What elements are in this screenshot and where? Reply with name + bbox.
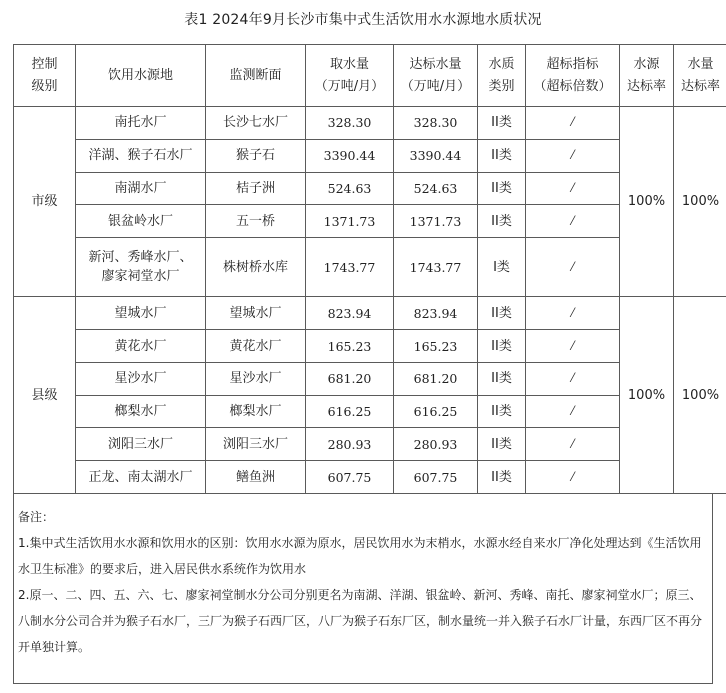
intake-cell: 280.93 xyxy=(306,428,394,461)
table-row xyxy=(14,428,726,461)
source-cell: 银盆岭水厂 xyxy=(76,205,206,238)
source-cell: 南托水厂 xyxy=(76,107,206,140)
standard-cell: 524.63 xyxy=(394,172,478,205)
section-cell: 黄花水厂 xyxy=(206,330,306,363)
exceed-cell: / xyxy=(526,172,620,205)
quality-cell: II类 xyxy=(478,362,526,395)
section-cell: 榔梨水厂 xyxy=(206,395,306,428)
exceed-cell: / xyxy=(526,205,620,238)
header-source-rate: 水源 达标率 xyxy=(620,45,674,107)
notes-heading: 备注： xyxy=(18,510,55,524)
note-item-1: 1.集中式生活饮用水水源和饮用水的区别：饮用水水源为原水，居民饮用水为末梢水，水源水经自来水厂净化处理达到《生活饮用水卫生标准》的要求后，进入居民供水系统作为饮用水 xyxy=(18,536,702,576)
standard-cell: 3390.44 xyxy=(394,139,478,172)
control-level-cell: 县级 xyxy=(14,297,76,494)
section-cell: 浏阳三水厂 xyxy=(206,428,306,461)
standard-cell: 823.94 xyxy=(394,297,478,330)
exceed-cell: / xyxy=(526,139,620,172)
table-row xyxy=(14,107,726,140)
standard-cell: 165.23 xyxy=(394,330,478,363)
volume-rate-cell: 100% xyxy=(674,297,726,494)
exceed-cell: / xyxy=(526,297,620,330)
table-title: 表1 2024年9月长沙市集中式生活饮用水水源地水质状况 xyxy=(184,12,542,28)
source-rate-cell: 100% xyxy=(620,107,674,297)
header-section: 监测断面 xyxy=(206,45,306,107)
source-cell: 南湖水厂 xyxy=(76,172,206,205)
table-body xyxy=(14,107,726,494)
quality-cell: II类 xyxy=(478,395,526,428)
header-exceed: 超标指标 （超标倍数） xyxy=(526,45,620,107)
table-row xyxy=(14,330,726,363)
quality-cell: II类 xyxy=(478,330,526,363)
volume-rate-cell: 100% xyxy=(674,107,726,297)
header-quality: 水质 类别 xyxy=(478,45,526,107)
intake-cell: 1743.77 xyxy=(306,238,394,297)
standard-cell: 1743.77 xyxy=(394,238,478,297)
section-cell: 望城水厂 xyxy=(206,297,306,330)
control-level-cell: 市级 xyxy=(14,107,76,297)
quality-cell: II类 xyxy=(478,139,526,172)
table-row xyxy=(14,461,726,494)
standard-cell: 607.75 xyxy=(394,461,478,494)
section-cell: 桔子洲 xyxy=(206,172,306,205)
intake-cell: 681.20 xyxy=(306,362,394,395)
exceed-cell: / xyxy=(526,107,620,140)
table-row xyxy=(14,395,726,428)
quality-cell: II类 xyxy=(478,172,526,205)
source-cell: 星沙水厂 xyxy=(76,362,206,395)
intake-cell: 1371.73 xyxy=(306,205,394,238)
intake-cell: 3390.44 xyxy=(306,139,394,172)
exceed-cell: / xyxy=(526,461,620,494)
quality-cell: I类 xyxy=(478,238,526,297)
header-standard: 达标水量 （万吨/月） xyxy=(394,45,478,107)
quality-cell: II类 xyxy=(478,297,526,330)
intake-cell: 607.75 xyxy=(306,461,394,494)
quality-cell: II类 xyxy=(478,428,526,461)
water-quality-table xyxy=(13,44,726,494)
source-cell: 浏阳三水厂 xyxy=(76,428,206,461)
exceed-cell: / xyxy=(526,362,620,395)
source-rate-cell: 100% xyxy=(620,297,674,494)
standard-cell: 280.93 xyxy=(394,428,478,461)
header-volume-rate: 水量 达标率 xyxy=(674,45,726,107)
intake-cell: 328.30 xyxy=(306,107,394,140)
quality-cell: II类 xyxy=(478,107,526,140)
section-cell: 株树桥水库 xyxy=(206,238,306,297)
header-intake: 取水量 （万吨/月） xyxy=(306,45,394,107)
source-cell: 黄花水厂 xyxy=(76,330,206,363)
section-cell: 鳝鱼洲 xyxy=(206,461,306,494)
standard-cell: 328.30 xyxy=(394,107,478,140)
intake-cell: 823.94 xyxy=(306,297,394,330)
quality-cell: II类 xyxy=(478,205,526,238)
section-cell: 猴子石 xyxy=(206,139,306,172)
exceed-cell: / xyxy=(526,238,620,297)
header-row xyxy=(14,45,726,107)
header-level: 控制 级别 xyxy=(14,45,76,107)
section-cell: 星沙水厂 xyxy=(206,362,306,395)
standard-cell: 616.25 xyxy=(394,395,478,428)
exceed-cell: / xyxy=(526,428,620,461)
standard-cell: 681.20 xyxy=(394,362,478,395)
header-source: 饮用水源地 xyxy=(76,45,206,107)
section-cell: 五一桥 xyxy=(206,205,306,238)
intake-cell: 524.63 xyxy=(306,172,394,205)
exceed-cell: / xyxy=(526,395,620,428)
table-row xyxy=(14,205,726,238)
table-row xyxy=(14,139,726,172)
source-cell: 新河、秀峰水厂、 廖家祠堂水厂 xyxy=(76,238,206,297)
table-row xyxy=(14,297,726,330)
exceed-cell: / xyxy=(526,330,620,363)
table-row xyxy=(14,362,726,395)
source-cell: 正龙、南太湖水厂 xyxy=(76,461,206,494)
source-cell: 榔梨水厂 xyxy=(76,395,206,428)
notes-box xyxy=(13,494,713,684)
note-item-2: 2.原一、二、四、五、六、七、廖家祠堂制水分公司分别更名为南湖、洋湖、银盆岭、新河、秀峰、南托、廖家祠堂水厂；原三、八制水分公司合并为猴子石水厂，三厂为猴子石西厂区，八厂为猴子石东厂区，制水量统一并入猴子石水厂计量，东西厂区不再分开单独计算。 xyxy=(18,588,703,654)
standard-cell: 1371.73 xyxy=(394,205,478,238)
section-cell: 长沙七水厂 xyxy=(206,107,306,140)
quality-cell: II类 xyxy=(478,461,526,494)
intake-cell: 616.25 xyxy=(306,395,394,428)
source-cell: 洋湖、猴子石水厂 xyxy=(76,139,206,172)
source-cell: 望城水厂 xyxy=(76,297,206,330)
table-row xyxy=(14,238,726,297)
table-row xyxy=(14,172,726,205)
intake-cell: 165.23 xyxy=(306,330,394,363)
